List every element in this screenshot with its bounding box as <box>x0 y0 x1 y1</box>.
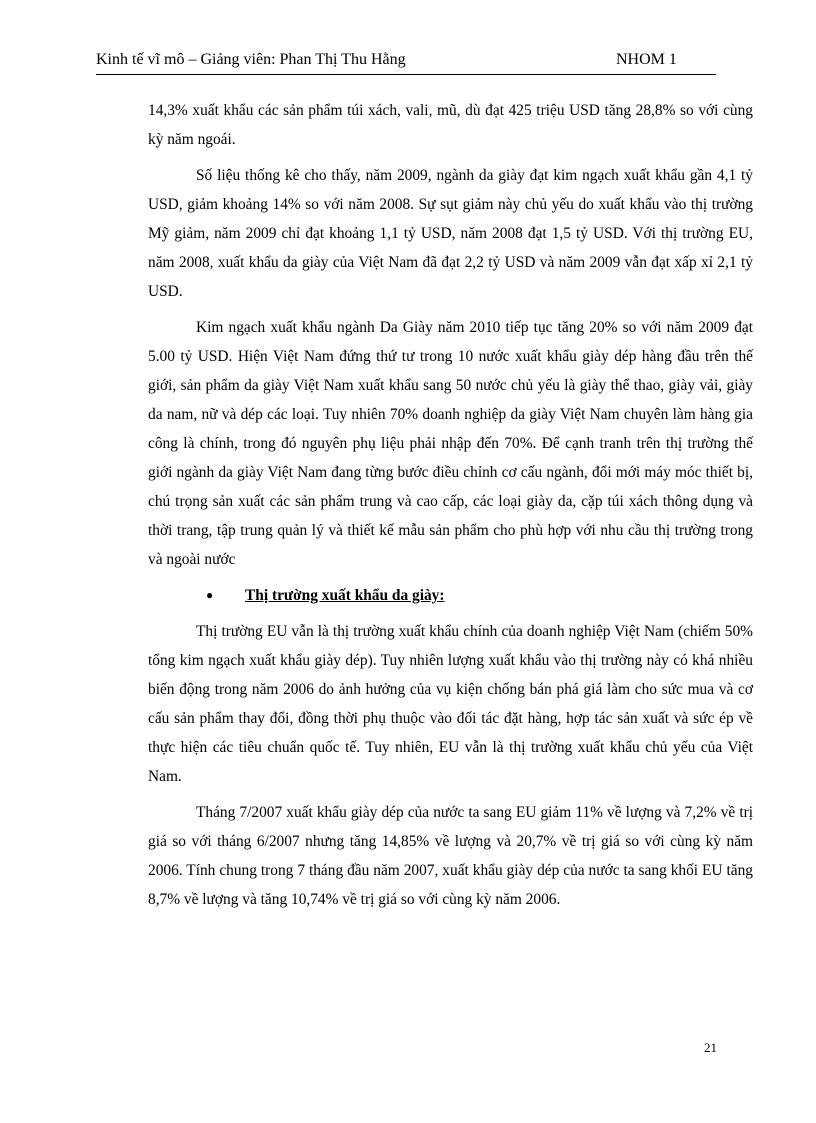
page-number: 21 <box>704 1040 717 1055</box>
paragraph-continuation: 14,3% xuất khẩu các sản phẩm túi xách, vali, mũ, dù đạt 425 triệu USD tăng 28,8% so với cùng kỳ năm ngoái. <box>148 102 753 148</box>
paragraph-eu-market: Thị trường EU vẫn là thị trường xuất khẩu chính của doanh nghiệp Việt Nam (chiếm 50% tổng kim ngạch xuất khẩu giày dép). Tuy nhiên lượng xuất khẩu vào thị trường này có khá nhiều biến động trong năm 2006 do ảnh hưởng của vụ kiện chống bán phá giá làm cho sức mua và cơ cấu sản phẩm thay đổi, đồng thời phụ thuộc vào đối tác đặt hàng, hợp tác sản xuất và sức ép về thực hiện các tiêu chuẩn quốc tế. Tuy nhiên, EU vẫn là thị trường xuất khẩu chủ yếu của Việt Nam. <box>148 623 753 785</box>
paragraph-2010-turnover: Kim ngạch xuất khẩu ngành Da Giày năm 2010 tiếp tục tăng 20% so với năm 2009 đạt 5.00 tỷ USD. Hiện Việt Nam đứng thứ tư trong 10 nước xuất khẩu giày dép hàng đầu trên thế giới, sản phẩm da giày Việt Nam xuất khẩu sang 50 nước chủ yếu là giày thể thao, giày vải, giày da nam, nữ và dép các loại. Tuy nhiên 70% doanh nghiệp da giày Việt Nam chuyên làm hàng gia công là chính, trong đó nguyên phụ liệu phải nhập đến 70%. Để cạnh tranh trên thị trường thế giới ngành da giày Việt Nam đang từng bước điều chỉnh cơ cấu ngành, đổi mới máy móc thiết bị, chú trọng sản xuất các sản phẩm trung và cao cấp, các loại giày da, cặp túi xách thông dụng và thời trang, tập trung quản lý và thiết kế mẫu sản phẩm cho phù hợp với nhu cầu thị trường trong và ngoài nước <box>148 319 753 568</box>
header-group-name: NHOM 1 <box>616 51 677 68</box>
paragraph-2009-statistics: Số liệu thống kê cho thấy, năm 2009, ngành da giày đạt kim ngạch xuất khẩu gần 4,1 tỷ USD, giảm khoảng 14% so với năm 2008. Sự sụt giảm này chủ yếu do xuất khẩu vào thị trường Mỹ giảm, năm 2009 chỉ đạt khoảng 1,1 tỷ USD, năm 2008 đạt 1,5 tỷ USD. Với thị trường EU, năm 2008, xuất khẩu da giày của Việt Nam đã đạt 2,2 tỷ USD và năm 2009 vẫn đạt xấp xỉ 2,1 tỷ USD. <box>148 167 753 300</box>
paragraph-july-2007: Tháng 7/2007 xuất khẩu giày dép của nước ta sang EU giảm 11% về lượng và 7,2% về trị giá so với tháng 6/2007 nhưng tăng 14,85% về lượng và 20,7% về trị giá so với cùng kỳ năm 2006. Tính chung trong 7 tháng đầu năm 2007, xuất khẩu giày dép của nước ta sang khối EU tăng 8,7% về lượng và tăng 10,74% về trị giá so với cùng kỳ năm 2006. <box>148 804 753 908</box>
section-heading-text: Thị trường xuất khẩu da giày: <box>245 587 445 604</box>
bullet-icon: ● <box>206 588 214 602</box>
document-body <box>148 96 753 921</box>
header-course-title: Kinh tế vĩ mô – Giảng viên: Phan Thị Thu Hằng <box>96 51 406 68</box>
page-header <box>96 50 716 75</box>
section-heading <box>148 581 753 610</box>
